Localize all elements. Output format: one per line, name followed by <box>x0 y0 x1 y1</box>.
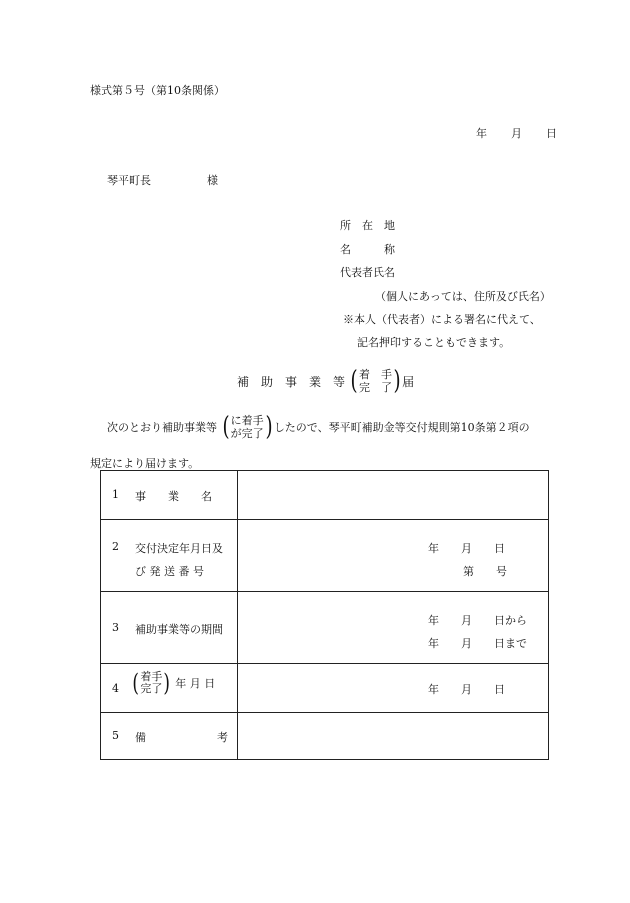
form-number: 様式第５号（第10条関係） <box>90 84 225 97</box>
table-row <box>101 592 549 664</box>
row4-left-paren: ( <box>132 669 139 697</box>
row-label-cell <box>101 592 238 664</box>
row-number: 2 <box>112 540 119 553</box>
body-line-1 <box>107 414 530 440</box>
body-paren-group <box>221 414 274 440</box>
row-number: 4 <box>112 682 119 695</box>
start-completion-date-field[interactable] <box>238 664 549 713</box>
grant-decision-date-field[interactable] <box>238 520 549 592</box>
row-number: 3 <box>112 621 119 634</box>
start-completion-date-value: 年 月 日 <box>428 683 505 696</box>
date-year: 年 <box>476 127 487 140</box>
applicant-address-label: 所 在 地 <box>340 219 395 232</box>
date-month: 月 <box>511 127 522 140</box>
remarks-field[interactable] <box>238 713 549 760</box>
date-day: 日 <box>546 127 557 140</box>
row-label-line2: び 発 送 番 号 <box>135 565 204 578</box>
grant-number-value: 第 号 <box>463 565 507 578</box>
row-label-cell <box>101 713 238 760</box>
left-paren: ( <box>350 366 358 396</box>
body-paren-top: に着手 <box>230 414 264 427</box>
table-row <box>101 520 549 592</box>
applicant-name-label: 名 称 <box>340 243 395 256</box>
title-main: 補 助 事 業 等 <box>237 374 346 389</box>
row-label: 事 業 名 <box>135 490 212 503</box>
date-line <box>476 125 557 141</box>
title-paren-group <box>349 368 402 394</box>
body-right-paren: ) <box>265 412 273 442</box>
applicant-note-individual: （個人にあっては、住所及び氏名） <box>375 290 551 303</box>
body-left-paren: ( <box>222 412 230 442</box>
addressee-name: 琴平町長 <box>107 174 151 187</box>
row-label-cell <box>101 471 238 520</box>
body-paren-bottom: が完了 <box>230 427 264 440</box>
title-paren-top: 着 手 <box>359 368 392 381</box>
addressee-honorific: 様 <box>207 174 218 187</box>
applicant-representative-label: 代表者氏名 <box>340 266 395 279</box>
title-paren-bottom: 完 了 <box>359 381 392 394</box>
grant-date-value: 年 月 日 <box>428 542 505 555</box>
project-name-field[interactable] <box>238 471 549 520</box>
period-start-value: 年 月 日から <box>428 614 527 627</box>
document-title <box>237 368 414 394</box>
addressee <box>107 172 218 188</box>
body-suffix: したので、琴平町補助金等交付規則第10条第２項の <box>273 421 530 434</box>
row-label-left: 備 <box>135 731 146 744</box>
table-row <box>101 664 549 713</box>
row-number: 1 <box>112 488 119 501</box>
row4-paren-top: 着手 <box>140 670 163 683</box>
body-stack <box>231 414 264 440</box>
row4-right-paren: ) <box>163 669 171 697</box>
row-label-cell <box>101 520 238 592</box>
row-number: 5 <box>112 729 119 742</box>
title-stack <box>359 368 392 394</box>
row-label-right: 考 <box>217 731 228 744</box>
body-line-2: 規定により届けます。 <box>90 457 200 470</box>
row4-label-suffix: 年 月 日 <box>175 677 216 690</box>
notification-table <box>100 470 549 760</box>
body-prefix: 次のとおり補助事業等 <box>107 421 217 434</box>
title-suffix: 届 <box>402 374 415 389</box>
row-label: 補助事業等の期間 <box>135 623 223 636</box>
row4-paren-bottom: 完了 <box>140 682 163 695</box>
period-end-value: 年 月 日まで <box>428 637 527 650</box>
right-paren: ) <box>393 366 401 396</box>
table-row <box>101 471 549 520</box>
row-label-cell <box>101 664 238 713</box>
row-label-group <box>131 671 215 695</box>
project-period-field[interactable] <box>238 592 549 664</box>
row4-stack <box>140 671 162 695</box>
row-label-line1: 交付決定年月日及 <box>135 542 223 555</box>
applicant-note-signature-1: ※本人（代表者）による署名に代えて、 <box>343 313 541 326</box>
applicant-note-signature-2: 記名押印することもできます。 <box>357 336 511 349</box>
table-row <box>101 713 549 760</box>
